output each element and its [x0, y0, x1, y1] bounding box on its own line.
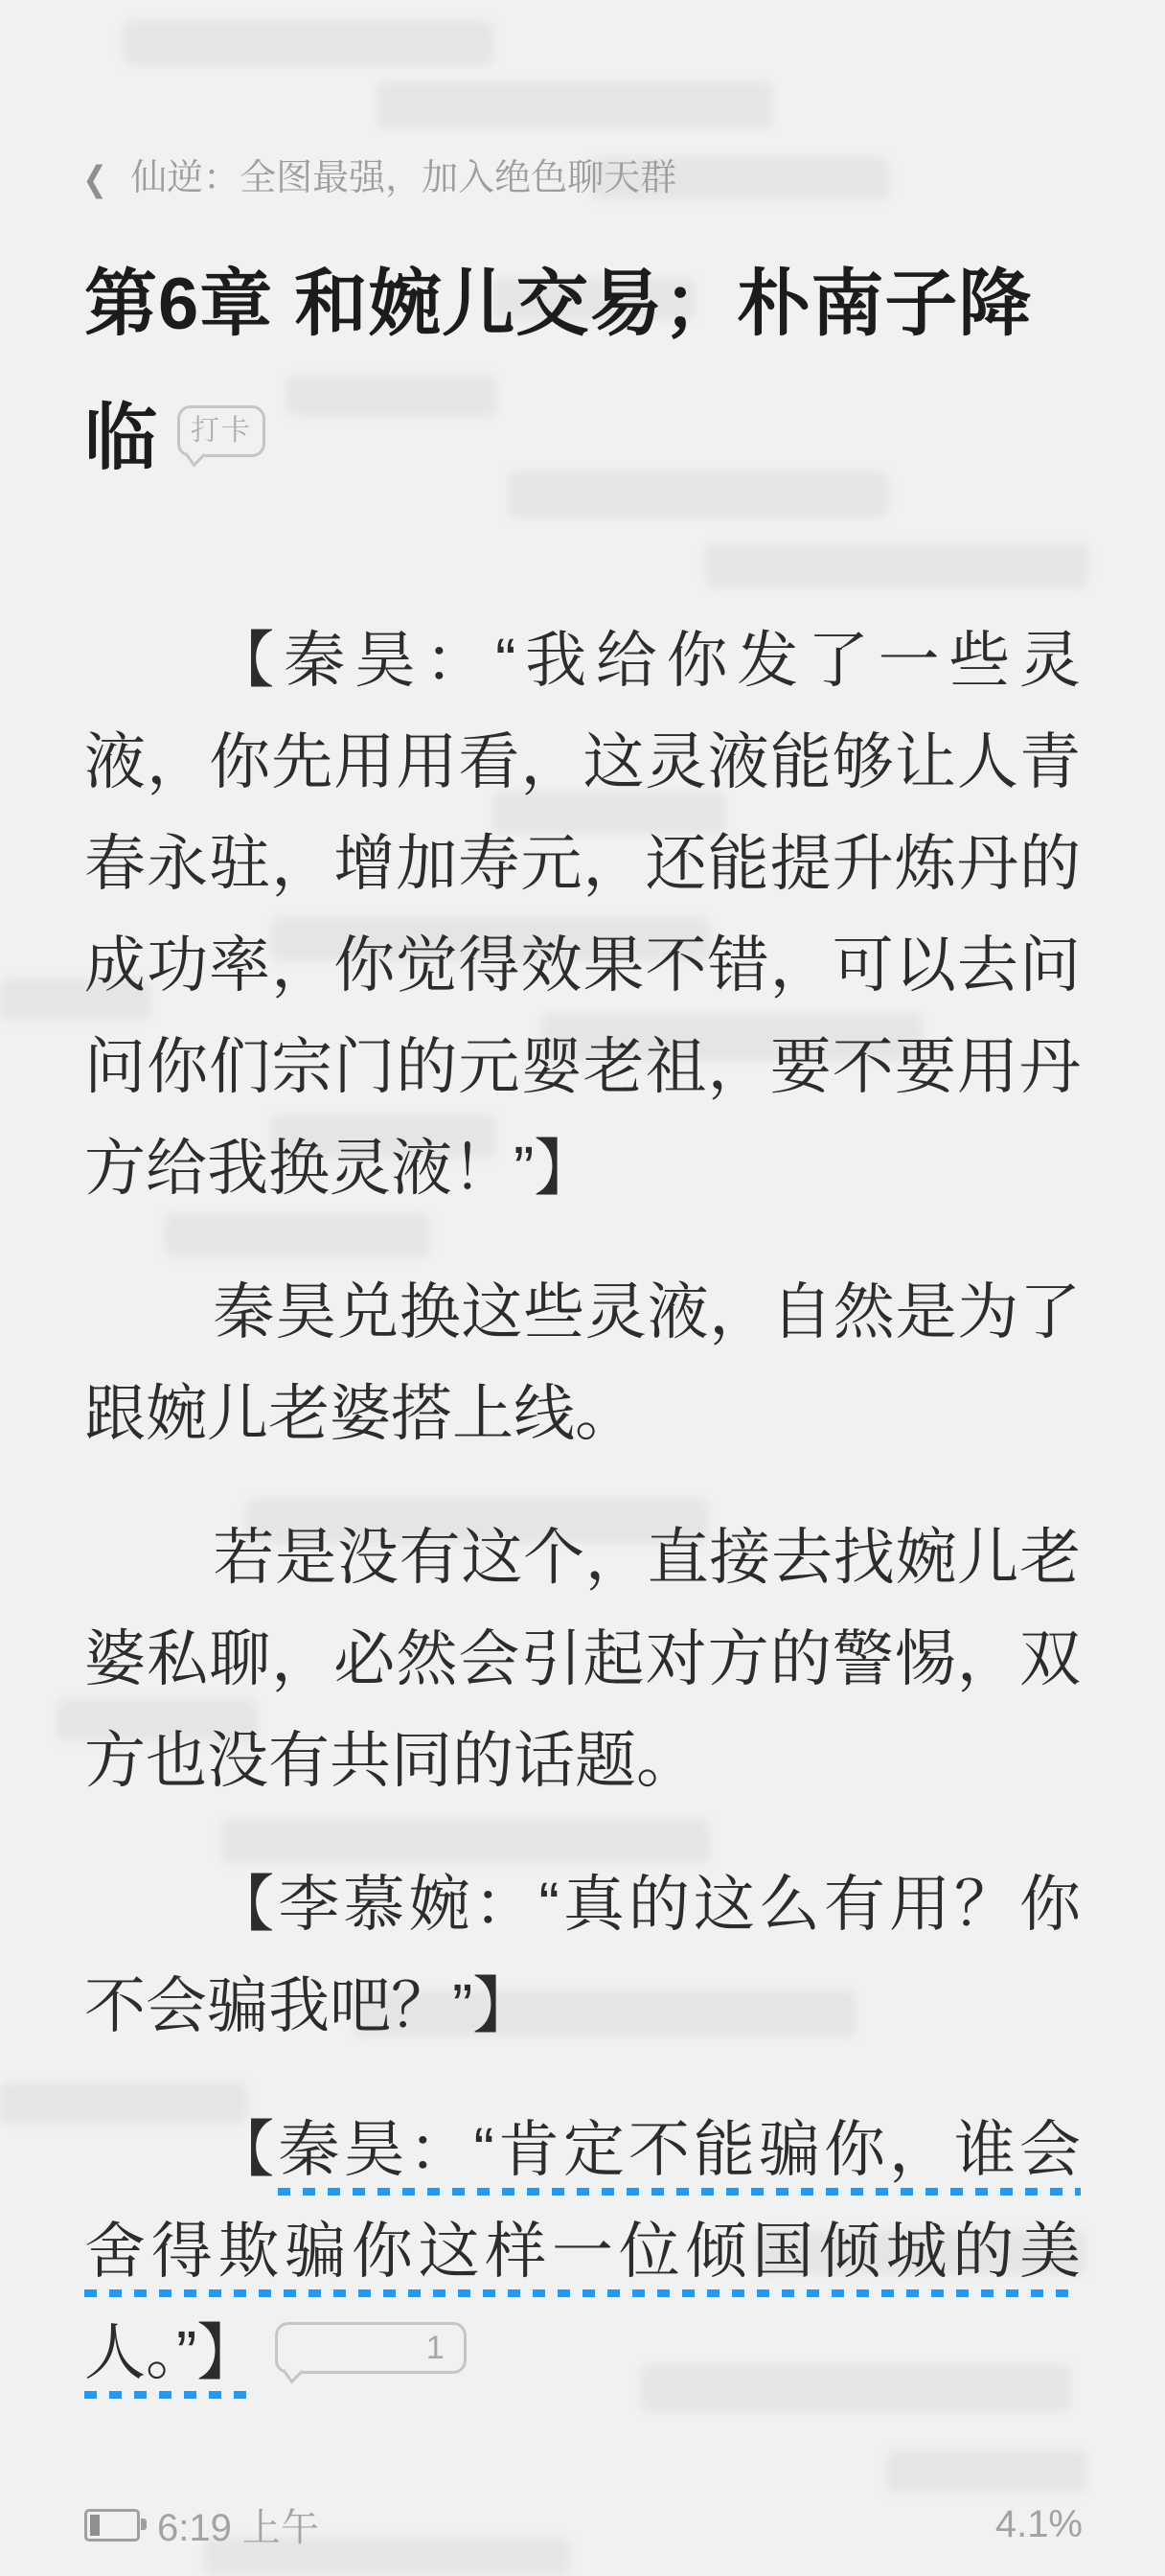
chapter-title	[84, 238, 1085, 506]
status-time: 6:19 上午	[157, 2507, 319, 2549]
watermark-blob	[887, 2450, 1086, 2493]
paragraph	[84, 2099, 1081, 2404]
battery-low-icon	[84, 2509, 140, 2542]
chapter-title-text: 第6章 和婉儿交易；朴南子降临	[84, 264, 1033, 479]
comment-count-label: 1	[425, 2330, 445, 2366]
watermark-blob	[377, 82, 772, 128]
paragraph: 秦昊兑换这些灵液，自然是为了跟婉儿老婆搭上线。	[84, 1277, 1081, 1448]
status-bar	[84, 2497, 1083, 2552]
paragraph: 若是没有这个，直接去找婉儿老婆私聊，必然会引起对方的警惕，双方也没有共同的话题。	[84, 1523, 1081, 1795]
reading-progress: 4.1%	[994, 2503, 1083, 2545]
comment-count-badge[interactable]	[275, 2322, 466, 2374]
watermark-blob	[706, 543, 1087, 587]
back-chevron-icon: ❮	[82, 159, 107, 199]
paragraph: 【李慕婉：“真的这么有用？你不会骗我吧？”】	[84, 1870, 1081, 2040]
checkin-badge[interactable]	[177, 405, 265, 457]
status-left	[84, 2497, 319, 2552]
watermark-blob	[124, 21, 493, 65]
book-title: 仙逆：全图最强，加入绝色聊天群	[130, 158, 677, 198]
underlined-passage[interactable]: 秦昊：“肯定不能骗你，谁会舍得欺骗你这样一位倾国倾城的美人。”】	[84, 2115, 1081, 2399]
chapter-body	[84, 610, 1081, 2446]
paragraph: 【秦昊：“我给你发了一些灵液，你先用用看，这灵液能够让人青春永驻，增加寿元，还能提升炼丹的成功率，你觉得效果不错，可以去问问你们宗门的元婴老祖，要不要用丹方给我换灵液！”】	[84, 626, 1081, 1203]
checkin-badge-label: 打卡	[191, 415, 252, 447]
back-button[interactable]	[80, 157, 1081, 201]
paragraph-prefix: 【	[213, 2115, 279, 2184]
